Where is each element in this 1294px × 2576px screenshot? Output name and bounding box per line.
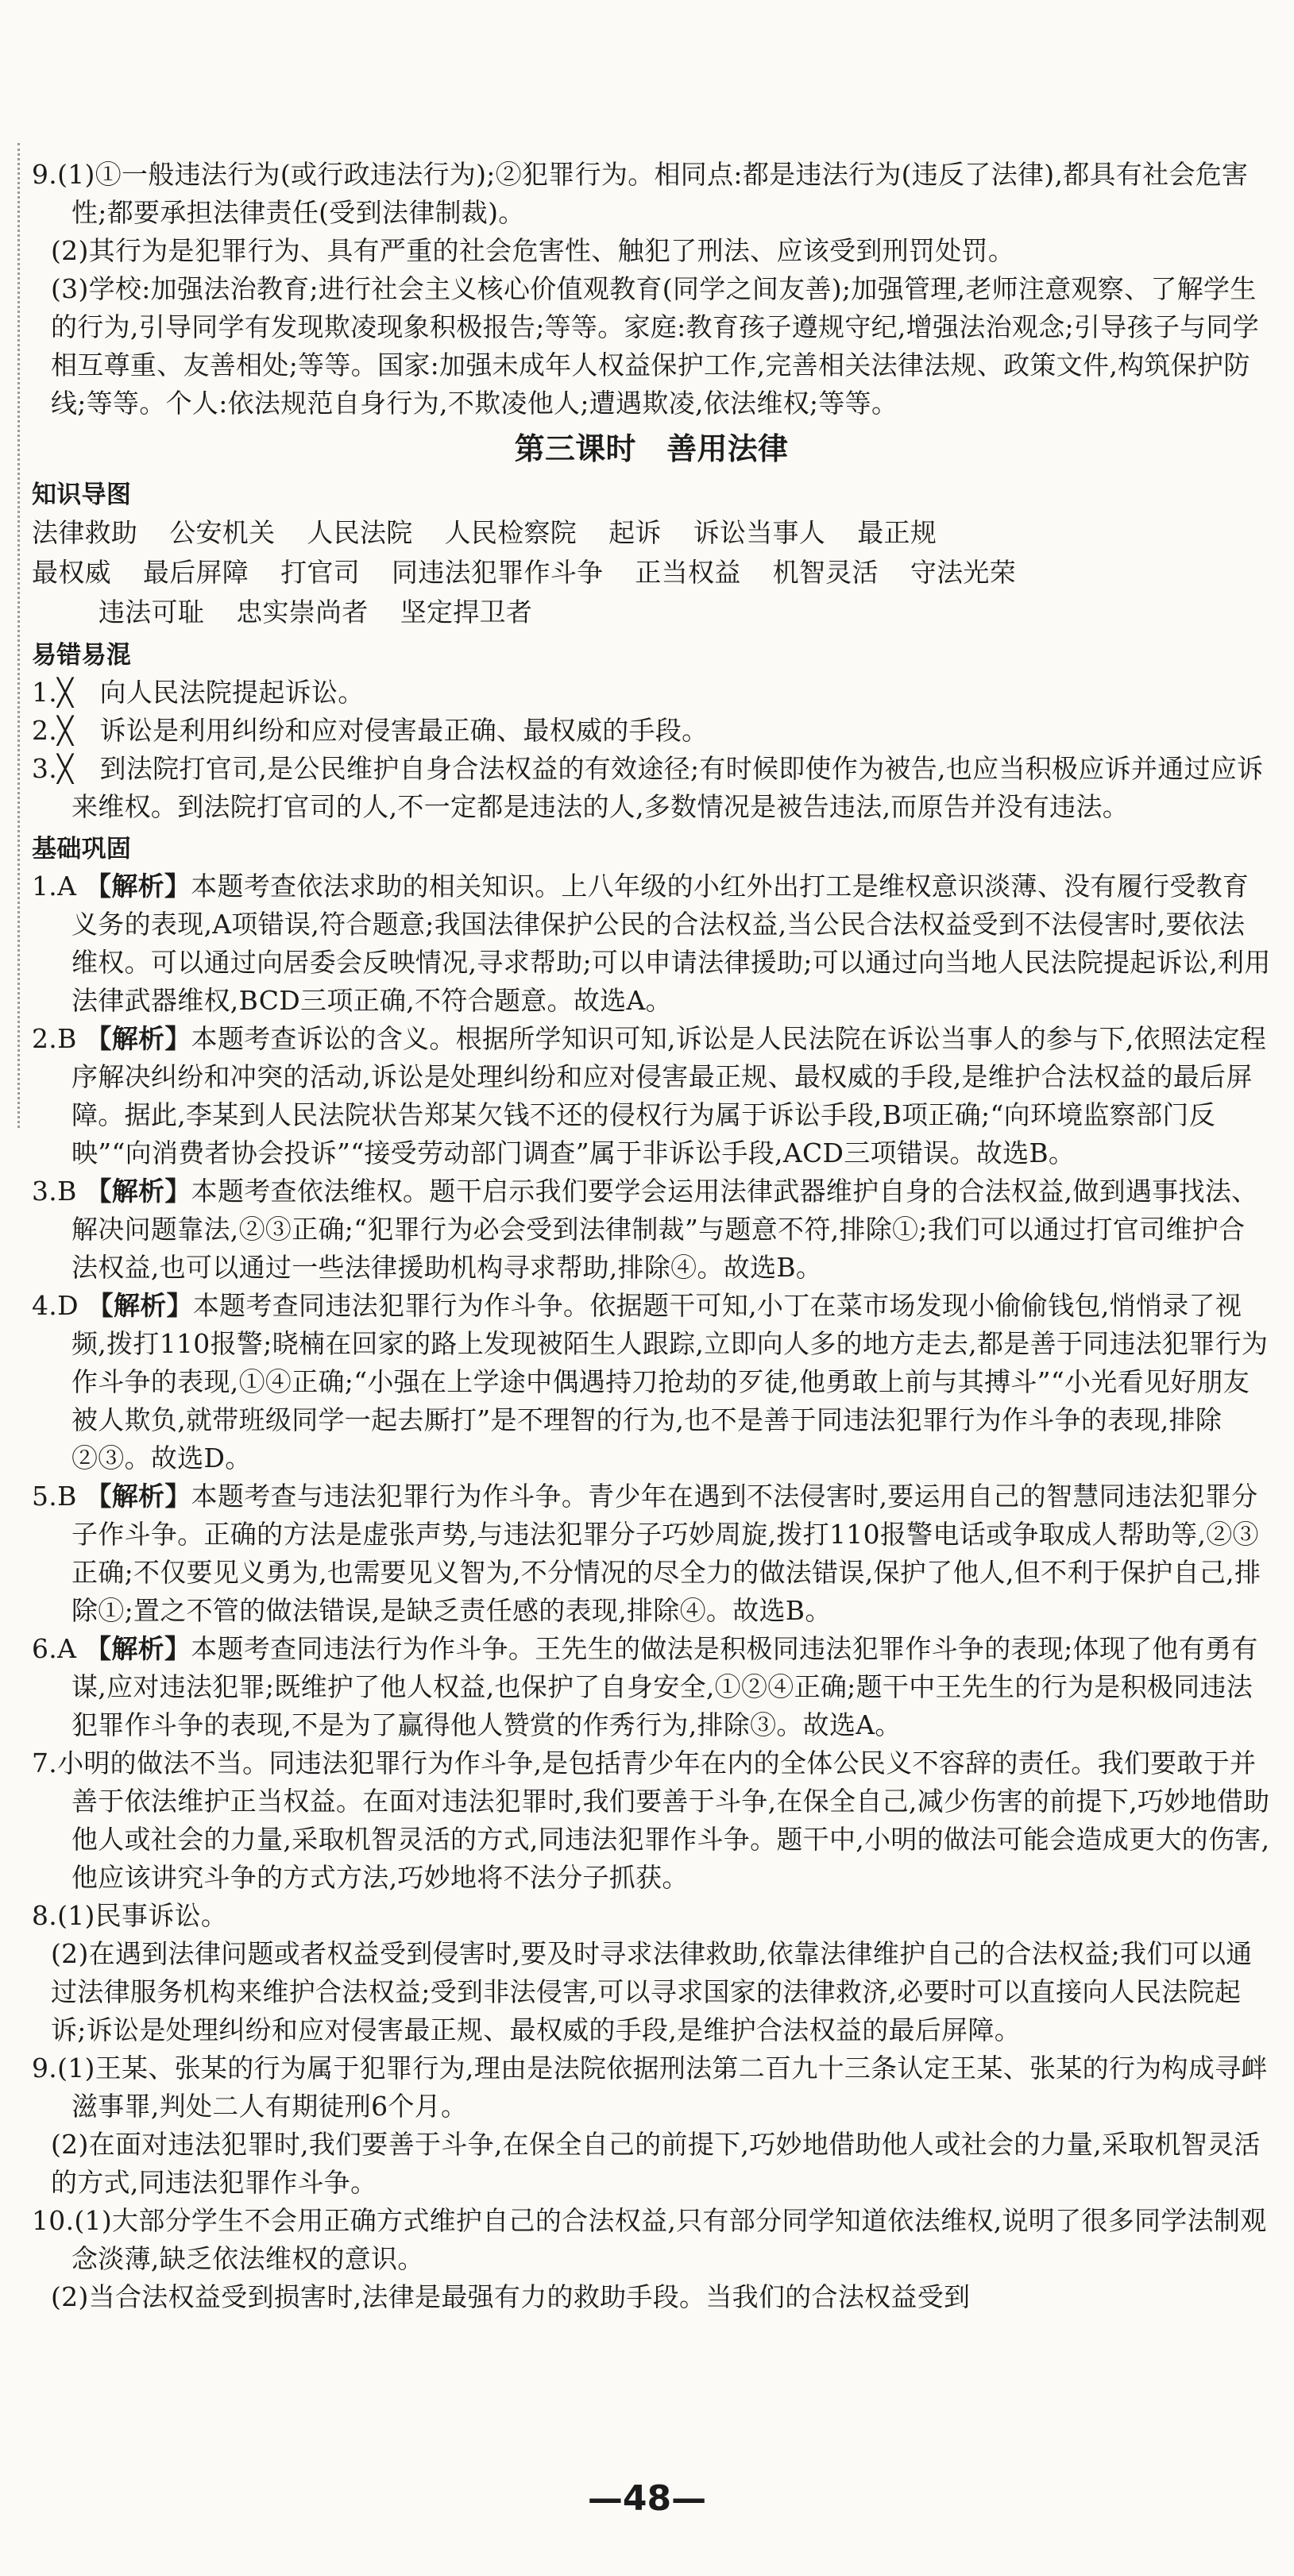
analysis-label: 【解析】 [85, 1176, 191, 1207]
knowledge-map-row-2 [32, 553, 1271, 593]
keyword: 忠实崇尚者 [236, 597, 369, 628]
answer-8-part2: (2)在遇到法律问题或者权益受到侵害时,要及时寻求法律救助,依靠法律维护自己的合法权益;我们可以通过法律服务机构来维护合法权益;受到非法侵害,可以寻求国家的法律救济,必要时可以直接向人民法院起诉;诉讼是处理纠纷和应对侵害最正规、最权威的手段,是维护合法权益的最后屏障。 [51, 1938, 1253, 2045]
knowledge-map-row-1 [32, 513, 1271, 553]
answer-explanation: 本题考查诉讼的含义。根据所学知识可知,诉讼是人民法院在诉讼当事人的参与下,依照法定程序解决纠纷和冲突的活动,诉讼是处理纠纷和应对侵害最正规、最权威的手段,是维护合法权益的最后屏障。据此,李某到人民法院状告郑某欠钱不还的侵权行为属于诉讼手段,B项正确;“向环境监察部门反映”“向消费者协会投诉”“接受劳动部门调查”属于非诉讼手段,ACD三项错误。故选B。 [71, 1023, 1267, 1168]
analysis-label: 【解析】 [85, 1481, 191, 1512]
answer-choice: 6.A [32, 1633, 77, 1664]
answer-explanation: 本题考查同违法行为作斗争。王先生的做法是积极同违法犯罪作斗争的表现;体现了他有勇有谋,应对违法犯罪;既维护了他人权益,也保护了自身安全,①②④正确;题干中王先生的行为是积极同违法犯罪作斗争的表现,不是为了赢得他人赞赏的作秀行为,排除③。故选A。 [71, 1633, 1258, 1740]
keyword: 打官司 [280, 557, 361, 588]
analysis-label: 【解析】 [85, 871, 191, 902]
answer-9-part2: (2)在面对违法犯罪时,我们要善于斗争,在保全自己的前提下,巧妙地借助他人或社会的力量,采取机智灵活的方式,同违法犯罪作斗争。 [51, 2129, 1261, 2198]
error-item: 3.╳ 到法院打官司,是公民维护自身合法权益的有效途径;有时候即使作为被告,也应当积极应诉并通过应诉来维权。到法院打官司的人,不一定都是违法的人,多数情况是被告违法,而原告并没有违法。 [32, 753, 1264, 822]
basics-answer-1 [32, 867, 1271, 1020]
answer-choice: 1.A [32, 871, 77, 902]
answer-explanation: 本题考查同违法犯罪行为作斗争。依据题干可知,小丁在菜市场发现小偷偷钱包,悄悄录了视频,拨打110报警;晓楠在回家的路上发现被陌生人跟踪,立即向人多的地方走去,都是善于同违法犯罪行为作斗争的表现,①④正确;“小强在上学途中偶遇持刀抢劫的歹徒,他勇敢上前与其搏斗”“小光看见好朋友被人欺负,就带班级同学一起去厮打”是不理智的行为,也不是善于同违法犯罪行为作斗争的表现,排除②③。故选D。 [71, 1290, 1269, 1473]
keyword: 起诉 [608, 517, 662, 548]
basics-answer-5 [32, 1477, 1271, 1630]
answer-10-part1: 10.(1)大部分学生不会用正确方式维护自己的合法权益,只有部分同学知道依法维权,说明了很多同学法制观念淡薄,缺乏依法维权的意识。 [32, 2205, 1267, 2274]
basics-answer-4 [32, 1287, 1271, 1477]
keyword: 最正规 [857, 517, 937, 548]
answer-explanation: 本题考查依法求助的相关知识。上八年级的小红外出打工是维权意识淡薄、没有履行受教育义务的表现,A项错误,符合题意;我国法律保护公民的合法权益,当公民合法权益受到不法侵害时,要依法维权。可以通过向居委会反映情况,寻求帮助;可以申请法律援助;可以通过向当地人民法院提起诉讼,利用法律武器维权,BCD三项正确,不符合题意。故选A。 [71, 871, 1271, 1016]
answer-choice: 2.B [32, 1023, 77, 1054]
basics-answer-3 [32, 1172, 1271, 1287]
answer-explanation: 本题考查与违法犯罪行为作斗争。青少年在遇到不法侵害时,要运用自己的智慧同违法犯罪分子作斗争。正确的方法是虚张声势,与违法犯罪分子巧妙周旋,拨打110报警电话或争取成人帮助等,②③正确;不仅要见义勇为,也需要见义智为,不分情况的尽全力的做法错误,保护了他人,但不利于保护自己,排除①;置之不管的做法错误,是缺乏责任感的表现,排除④。故选B。 [71, 1481, 1261, 1626]
keyword: 守法光荣 [910, 557, 1017, 588]
answer-9-part1: 9.(1)王某、张某的行为属于犯罪行为,理由是法院依据刑法第二百九十三条认定王某、张某的行为构成寻衅滋事罪,判处二人有期徒刑6个月。 [32, 2053, 1268, 2122]
keyword: 坚定捍卫者 [400, 597, 533, 628]
basics-heading: 基础巩固 [32, 835, 132, 863]
binding-margin-line [17, 143, 20, 1128]
keyword: 同违法犯罪作斗争 [392, 557, 604, 588]
q9-prev-part2: (2)其行为是犯罪行为、具有严重的社会危害性、触犯了刑法、应该受到刑罚处罚。 [51, 235, 1015, 266]
answer-choice: 5.B [32, 1481, 77, 1512]
basics-answer-2 [32, 1020, 1271, 1172]
knowledge-map-heading: 知识导图 [32, 481, 132, 509]
keyword: 诉讼当事人 [693, 517, 826, 548]
keyword: 人民法院 [307, 517, 413, 548]
analysis-label: 【解析】 [85, 1023, 191, 1054]
errors-heading: 易错易混 [32, 641, 132, 670]
keyword: 公安机关 [169, 517, 276, 548]
q9-prev-part3: (3)学校:加强法治教育;进行社会主义核心价值观教育(同学之间友善);加强管理,老师注意观察、了解学生的行为,引导同学有发现欺凌现象积极报告;等等。家庭:教育孩子遵规守纪,增强法治观念;引导孩子与同学相互尊重、友善相处;等等。国家:加强未成年人权益保护工作,完善相关法律法规、政策文件,构筑保护防线;等等。个人:依法规范自身行为,不欺凌他人;遭遇欺凌,依法维权;等等。 [51, 273, 1260, 419]
answer-8-part1: 8.(1)民事诉讼。 [32, 1900, 228, 1931]
answer-choice: 4.D [32, 1290, 79, 1321]
knowledge-map-row-3 [32, 593, 1271, 632]
keyword: 机智灵活 [772, 557, 879, 588]
answer-10-part2: (2)当合法权益受到损害时,法律是最强有力的救助手段。当我们的合法权益受到 [51, 2281, 971, 2312]
answer-explanation: 本题考查依法维权。题干启示我们要学会运用法律武器维护自身的合法权益,做到遇事找法、解决问题靠法,②③正确;“犯罪行为必会受到法律制裁”与题意不符,排除①;我们可以通过打官司维护合法权益,也可以通过一些法律援助机构寻求帮助,排除④。故选B。 [71, 1176, 1258, 1283]
basics-answer-6 [32, 1630, 1271, 1744]
keyword: 正当权益 [635, 557, 741, 588]
keyword: 人民检察院 [444, 517, 577, 548]
analysis-label: 【解析】 [85, 1633, 191, 1664]
q9-prev-part1: 9.(1)①一般违法行为(或行政违法行为);②犯罪行为。相同点:都是违法行为(违反了法律),都具有社会危害性;都要承担法律责任(受到法律制裁)。 [32, 159, 1249, 228]
answer-choice: 3.B [32, 1176, 77, 1207]
keyword: 最后屏障 [142, 557, 249, 588]
answer-content [32, 156, 1271, 2316]
error-item: 1.╳ 向人民法院提起诉讼。 [32, 677, 365, 708]
page-number: —48— [587, 2478, 707, 2519]
keyword: 最权威 [32, 557, 111, 588]
answer-7: 7.小明的做法不当。同违法犯罪行为作斗争,是包括青少年在内的全体公民义不容辞的责任。我们要敢于并善于依法维护正当权益。在面对违法犯罪时,我们要善于斗争,在保全自己,减少伤害的前提下,巧妙地借助他人或社会的力量,采取机智灵活的方式,同违法犯罪作斗争。题干中,小明的做法可能会造成更大的伤害,他应该讲究斗争的方式方法,巧妙地将不法分子抓获。 [32, 1748, 1270, 1893]
lesson-title: 第三课时 善用法律 [514, 431, 789, 466]
error-item: 2.╳ 诉讼是利用纠纷和应对侵害最正确、最权威的手段。 [32, 715, 709, 746]
keyword: 法律救助 [32, 517, 138, 548]
keyword: 违法可耻 [98, 597, 205, 628]
analysis-label: 【解析】 [87, 1290, 193, 1321]
